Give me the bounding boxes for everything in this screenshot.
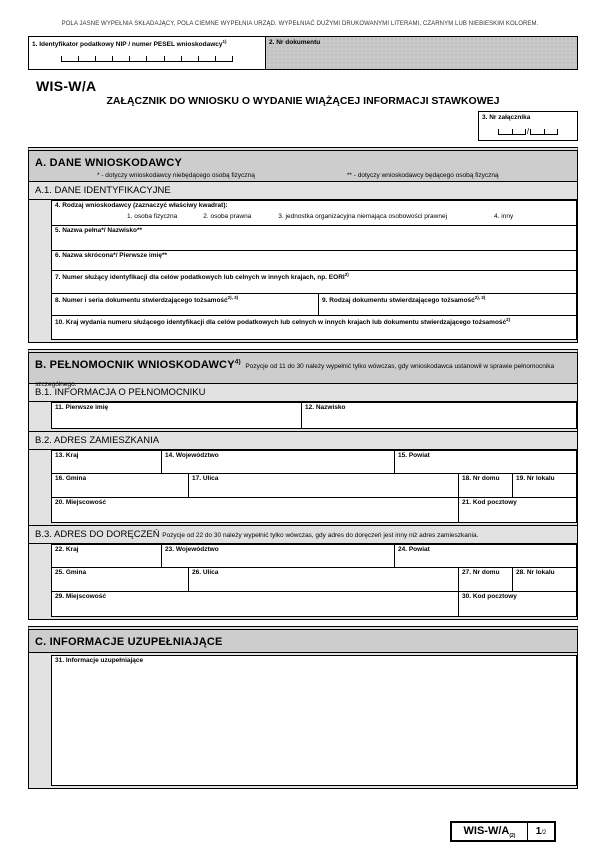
form-title: ZAŁĄCZNIK DO WNIOSKU O WYDANIE WIĄŻĄCEJ INFORMACJI STAWKOWEJ	[106, 95, 500, 107]
section-c	[28, 626, 578, 789]
field-rodzaj-wnioskodawcy-label: 4. Rodzaj wnioskodawcy (zaznaczyć właściwy kwadrat):	[55, 202, 228, 209]
footer-form-code: WIS-W/A	[463, 825, 510, 837]
field-informacje-uzupelniajace-label: 31. Informacje uzupełniające	[55, 657, 144, 664]
section-c-title: C. INFORMACJE UZUPEŁNIAJĄCE	[35, 636, 223, 648]
note-asterisk-single: * - dotyczy wnioskodawcy niebędącego osobą fizyczną	[97, 172, 255, 179]
option-jednostka-organizacyjna[interactable]: 3. jednostka organizacyjna niemająca osobowości prawnej	[278, 213, 448, 221]
form-code: WIS-W/A	[36, 78, 97, 94]
field-ulica-doreczen[interactable]	[188, 567, 459, 592]
option-osoba-fizyczna[interactable]: 1. osoba fizyczna	[127, 213, 178, 221]
field-pierwsze-imie[interactable]	[51, 402, 302, 429]
field-nazwa-skrocona[interactable]	[51, 250, 577, 271]
field-miejscowosc-doreczen[interactable]	[51, 591, 459, 617]
section-b3-header	[29, 525, 577, 544]
footnote-ref: 2)	[506, 317, 511, 322]
field-nip-pesel[interactable]	[29, 37, 266, 69]
field-wojewodztwo-zamieszkania[interactable]	[161, 450, 395, 474]
field-informacje-uzupelniajace[interactable]	[51, 655, 577, 786]
field-ulica-zamieszkania[interactable]	[188, 473, 459, 498]
nip-pesel-comb-input[interactable]	[61, 56, 233, 62]
field-kod-pocztowy-zamieszkania[interactable]	[458, 497, 577, 523]
section-b-header	[29, 353, 577, 388]
option-osoba-prawna[interactable]: 2. osoba prawna	[203, 213, 252, 221]
field-powiat-zamieszkania-label: 15. Powiat	[398, 452, 430, 459]
section-c-header	[29, 630, 577, 653]
section-b3-title: B.3. ADRES DO DORĘCZEŃ	[35, 529, 160, 540]
field-kraj-wydania[interactable]	[51, 315, 577, 340]
field-numer-seria-dokumentu[interactable]	[51, 293, 319, 316]
field-nr-domu-doreczen[interactable]	[458, 567, 513, 592]
field-nr-lokalu-doreczen[interactable]	[512, 567, 577, 592]
field-powiat-doreczen-label: 24. Powiat	[398, 546, 430, 553]
field-gmina-doreczen[interactable]	[51, 567, 189, 592]
field-nr-domu-zamieszkania-label: 18. Nr domu	[462, 475, 500, 482]
field-rodzaj-wnioskodawcy[interactable]	[51, 200, 577, 226]
field-miejscowosc-zamieszkania-label: 20. Miejscowość	[55, 499, 106, 506]
footer-page-number: 1/2	[535, 826, 547, 837]
fill-instruction: POLA JASNE WYPEŁNIA SKŁADAJĄCY, POLA CIEMNE WYPEŁNIA URZĄD. WYPEŁNIAĆ DUŻYMI DRUKOWANYMI LITERAMI, CZARNYM LUB NIEBIESKIM KOLOREM.	[61, 21, 539, 27]
field-pierwsze-imie-label: 11. Pierwsze imię	[55, 404, 109, 411]
field-kraj-wydania-label: 10. Kraj wydania numeru służącego identyfikacji dla celów podatkowych lub celnych w innych krajach lub dokumentu stwierdzającego tożsamość	[55, 319, 507, 327]
section-b1-header: B.1. INFORMACJA O PEŁNOMOCNIKU	[29, 384, 577, 402]
field-rodzaj-dokumentu[interactable]	[318, 293, 577, 316]
field-kraj-doreczen-label: 22. Kraj	[55, 546, 79, 553]
field-gmina-doreczen-label: 25. Gmina	[55, 569, 87, 576]
identifier-row	[28, 36, 578, 70]
field-numer-eori[interactable]	[51, 270, 577, 294]
section-a-header	[29, 151, 577, 182]
field-wojewodztwo-doreczen-label: 23. Województwo	[165, 546, 219, 553]
field-kraj-zamieszkania[interactable]	[51, 450, 162, 474]
footer-form-code-box	[450, 821, 556, 842]
field-miejscowosc-doreczen-label: 29. Miejscowość	[55, 593, 106, 600]
footnote-ref: 1)	[222, 39, 227, 44]
section-b2-header: B.2. ADRES ZAMIESZKANIA	[29, 431, 577, 450]
field-nr-zalacznika-label: 3. Nr załącznika	[482, 114, 531, 121]
field-nr-dokumentu-label: 2. Nr dokumentu	[269, 39, 321, 46]
field-nazwa-pelna-label: 5. Nazwa pełna*/ Nazwisko**	[55, 227, 143, 234]
field-kod-pocztowy-zamieszkania-label: 21. Kod pocztowy	[462, 499, 517, 506]
field-nr-lokalu-doreczen-label: 28. Nr lokalu	[516, 569, 555, 576]
field-wojewodztwo-doreczen[interactable]	[161, 544, 395, 568]
field-nazwa-pelna[interactable]	[51, 225, 577, 251]
field-ulica-zamieszkania-label: 17. Ulica	[192, 475, 219, 482]
footnote-ref: 2), 3)	[474, 295, 486, 300]
field-powiat-zamieszkania[interactable]	[394, 450, 577, 474]
section-a-title: A. DANE WNIOSKODAWCY	[35, 157, 182, 169]
section-b	[28, 349, 578, 620]
note-asterisk-double: ** - dotyczy wnioskodawcy będącego osobą fizyczną	[346, 172, 499, 179]
section-b-note: Pozycje od 11 do 30 należy wypełnić tylko wówczas, gdy wnioskodawca ustanowił w sprawie pełnomocnika szczególnego.	[35, 363, 555, 388]
option-inny[interactable]: 4. inny	[494, 213, 514, 221]
field-nr-domu-doreczen-label: 27. Nr domu	[462, 569, 500, 576]
nr-zalacznika-comb-input[interactable]	[482, 129, 574, 135]
field-nr-zalacznika[interactable]	[478, 111, 578, 141]
field-kraj-doreczen[interactable]	[51, 544, 162, 568]
field-rodzaj-dokumentu-label: 9. Rodzaj dokumentu stwierdzającego tożsamość	[322, 297, 475, 305]
field-kraj-zamieszkania-label: 13. Kraj	[55, 452, 79, 459]
field-miejscowosc-zamieszkania[interactable]	[51, 497, 459, 523]
footnote-ref: 4)	[234, 358, 241, 366]
field-kod-pocztowy-doreczen-label: 30. Kod pocztowy	[462, 593, 517, 600]
section-b-title: B. PEŁNOMOCNIK WNIOSKODAWCY	[35, 359, 235, 371]
section-a1-header: A.1. DANE IDENTYFIKACYJNE	[29, 182, 577, 200]
field-gmina-zamieszkania-label: 16. Gmina	[55, 475, 87, 482]
field-gmina-zamieszkania[interactable]	[51, 473, 189, 498]
section-b3-note: Pozycje od 22 do 30 należy wypełnić tylko wówczas, gdy adres do doręczeń jest inny niż adres zamieszkania.	[162, 532, 479, 539]
footnote-ref: 2)	[344, 272, 349, 277]
footnote-ref: 2), 3)	[227, 295, 239, 300]
footer-form-version: (2)	[509, 833, 516, 840]
field-nip-pesel-label: 1. Identyfikator podatkowy NIP / numer PESEL wnioskodawcy	[32, 41, 223, 49]
slash-separator: /	[526, 127, 530, 137]
field-nr-lokalu-zamieszkania-label: 19. Nr lokalu	[516, 475, 555, 482]
field-numer-eori-label: 7. Numer służący identyfikacji dla celów podatkowych lub celnych w innych krajach, np. EORI	[55, 274, 345, 282]
field-wojewodztwo-zamieszkania-label: 14. Województwo	[165, 452, 219, 459]
field-ulica-doreczen-label: 26. Ulica	[192, 569, 219, 576]
section-a	[28, 147, 578, 343]
field-powiat-doreczen[interactable]	[394, 544, 577, 568]
field-numer-seria-dokumentu-label: 8. Numer i seria dokumentu stwierdzającego tożsamość	[55, 297, 228, 305]
field-kod-pocztowy-doreczen[interactable]	[458, 591, 577, 617]
field-nr-domu-zamieszkania[interactable]	[458, 473, 513, 498]
rodzaj-wnioskodawcy-options	[55, 213, 573, 220]
field-nazwisko-label: 12. Nazwisko	[305, 404, 346, 411]
field-nr-dokumentu	[266, 37, 577, 69]
field-nazwisko[interactable]	[301, 402, 577, 429]
field-nazwa-skrocona-label: 6. Nazwa skrócona*/ Pierwsze imię**	[55, 252, 167, 259]
field-nr-lokalu-zamieszkania[interactable]	[512, 473, 577, 498]
